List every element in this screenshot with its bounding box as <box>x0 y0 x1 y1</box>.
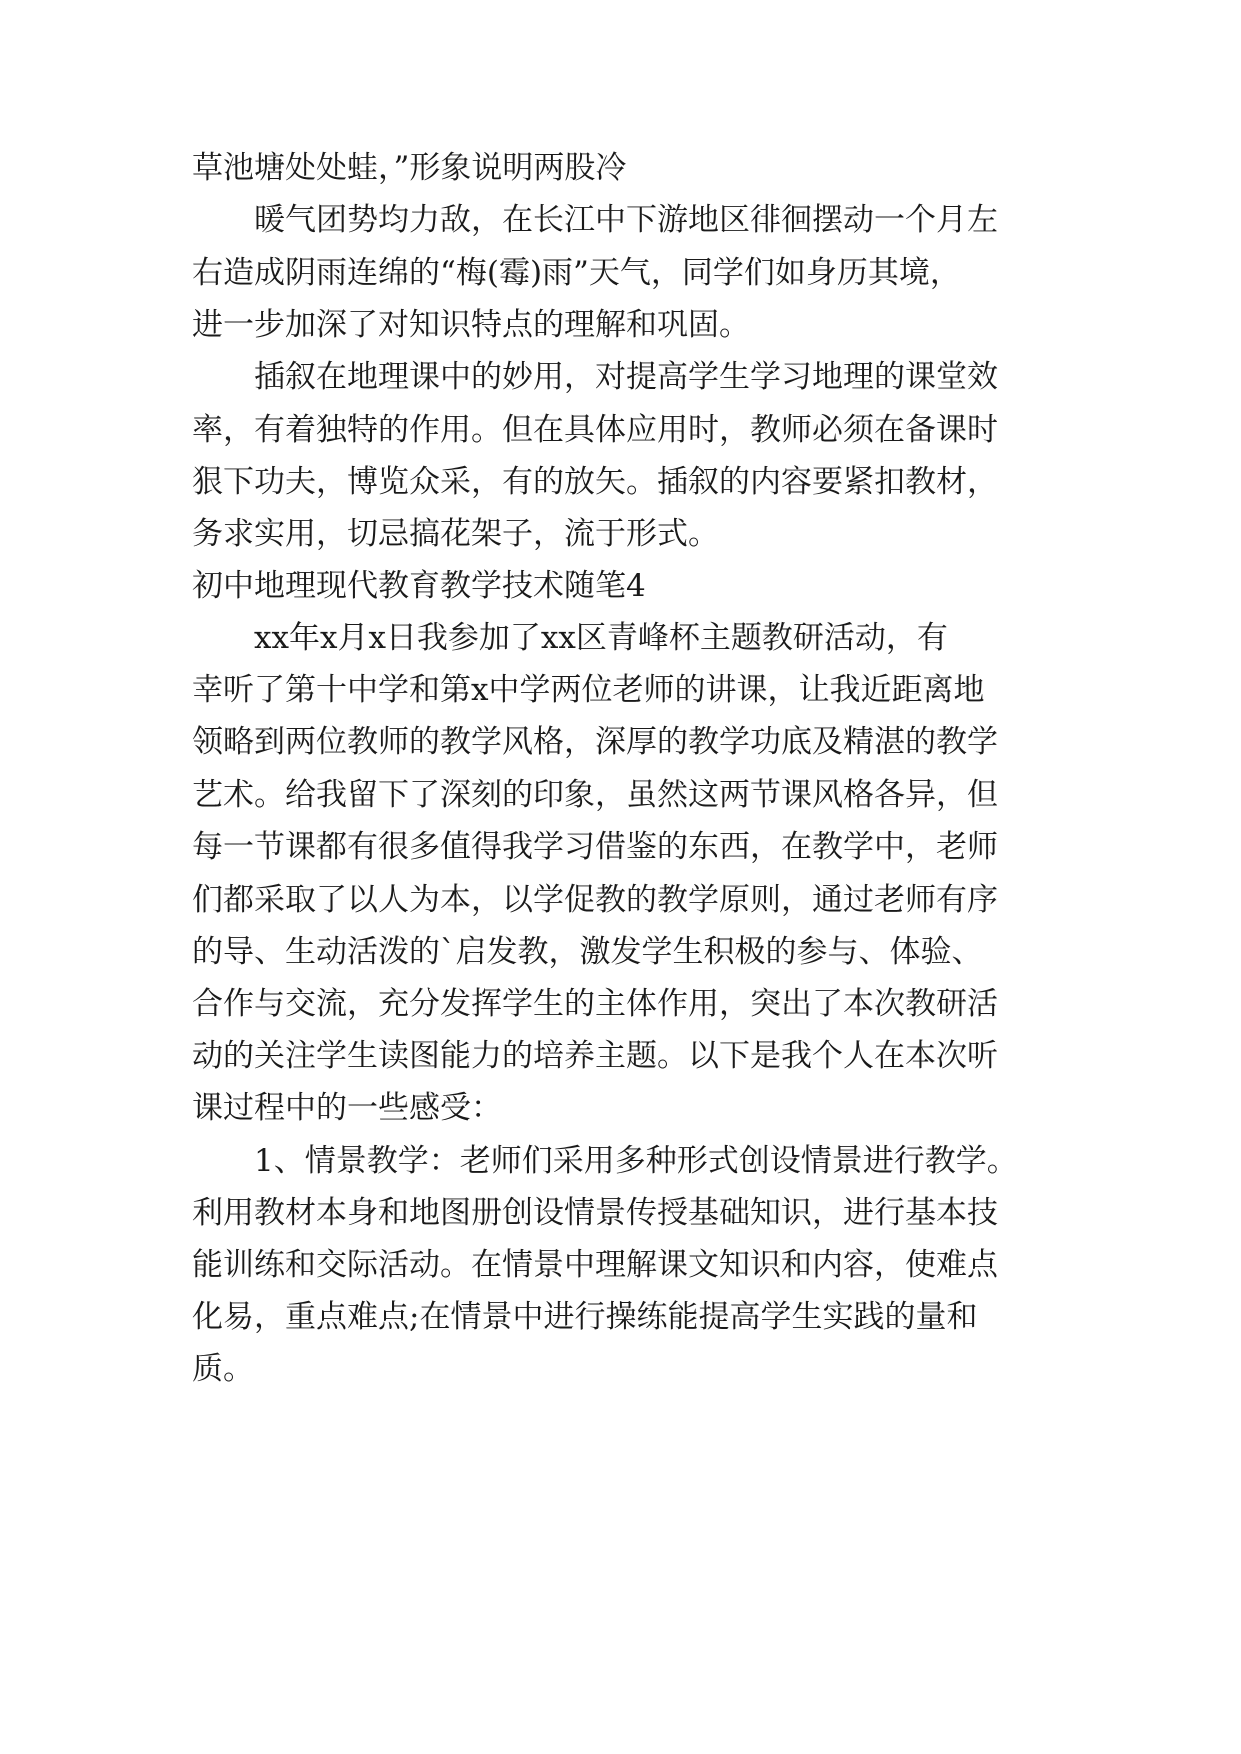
text-line-4: 进一步加深了对知识特点的理解和巩固。 <box>192 307 750 343</box>
text-line-22: 能训练和交际活动。在情景中理解课文知识和内容，使难点 <box>192 1247 998 1283</box>
text-line-21: 利用教材本身和地图册创设情景传授基础知识，进行基本技 <box>192 1195 998 1231</box>
text-line-14: 每一节课都有很多值得我学习借鉴的东西，在教学中，老师 <box>192 829 998 865</box>
text-line-23: 化易，重点难点;在情景中进行操练能提高学生实践的量和 <box>192 1299 978 1335</box>
text-line-20: 1、情景教学：老师们采用多种形式创设情景进行教学。 <box>254 1143 1018 1179</box>
text-line-7: 狠下功夫，博览众采，有的放矢。插叙的内容要紧扣教材， <box>192 464 998 500</box>
text-line-2: 暖气团势均力敌，在长江中下游地区徘徊摆动一个月左 <box>254 202 998 238</box>
text-line-10: xx年x月x日我参加了xx区青峰杯主题教研活动，有 <box>254 620 948 656</box>
text-line-18: 动的关注学生读图能力的培养主题。以下是我个人在本次听 <box>192 1038 998 1074</box>
text-line-1: 草池塘处处蛙，”形象说明两股冷 <box>192 150 627 186</box>
text-line-5: 插叙在地理课中的妙用，对提高学生学习地理的课堂效 <box>254 359 998 395</box>
text-line-8: 务求实用，切忌搞花架子，流于形式。 <box>192 516 719 552</box>
text-line-11: 幸听了第十中学和第x中学两位老师的讲课，让我近距离地 <box>192 672 985 708</box>
text-line-13: 艺术。给我留下了深刻的印象，虽然这两节课风格各异，但 <box>192 777 998 813</box>
text-line-17: 合作与交流，充分发挥学生的主体作用，突出了本次教研活 <box>192 986 998 1022</box>
text-line-15: 们都采取了以人为本，以学促教的教学原则，通过老师有序 <box>192 882 998 918</box>
text-line-6: 率，有着独特的作用。但在具体应用时，教师必须在备课时 <box>192 412 998 448</box>
section-heading: 初中地理现代教育教学技术随笔4 <box>192 568 646 604</box>
text-line-16: 的导、生动活泼的`启发教，激发学生积极的参与、体验、 <box>192 934 983 970</box>
text-line-12: 领略到两位教师的教学风格，深厚的教学功底及精湛的教学 <box>192 724 998 760</box>
text-line-24: 质。 <box>192 1351 254 1387</box>
text-line-19: 课过程中的一些感受： <box>192 1090 502 1126</box>
text-line-3: 右造成阴雨连绵的“梅(霉)雨”天气，同学们如身历其境， <box>192 255 961 291</box>
